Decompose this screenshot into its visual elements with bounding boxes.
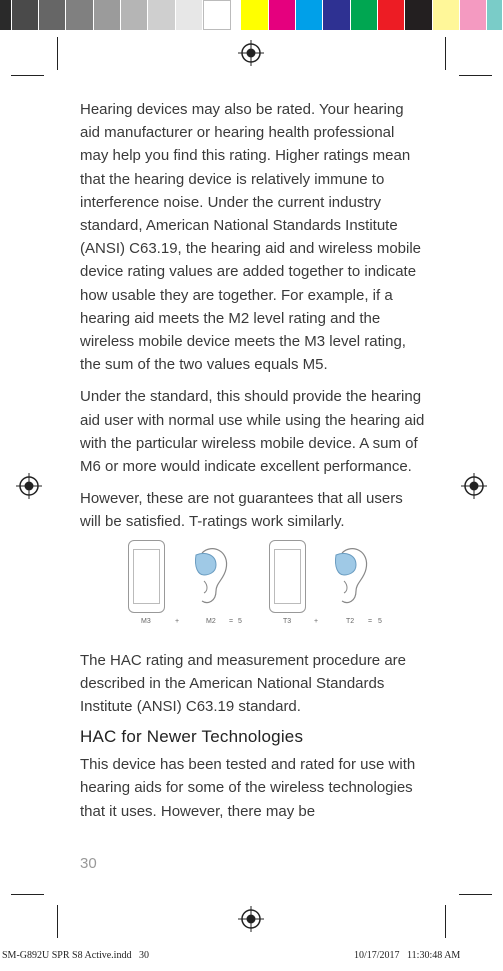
crop-mark [57,37,58,70]
registration-mark-icon [461,473,487,499]
crop-mark [445,905,446,938]
paragraph: This device has been tested and rated for use with hearing aids for some of the wireless technologies that it uses. However, there may be [80,756,416,820]
crop-mark [459,894,492,895]
gray-swatch [176,0,203,30]
section-heading: HAC for Newer Technologies [80,727,304,747]
blue-swatch [323,0,350,30]
figure-label-plus: + [314,617,319,625]
light-yellow-swatch [433,0,460,30]
gray-swatch [39,0,66,30]
ear-with-hearing-aid-icon [190,545,230,607]
page-content [80,98,425,832]
black-swatch [405,0,432,30]
magenta-swatch [269,0,296,30]
indd-file-slug: SM-G892U SPR S8 Active.indd 30 [2,950,149,961]
gray-swatch [66,0,93,30]
crop-mark [11,75,44,76]
ear-with-hearing-aid-icon [330,545,370,607]
figure-label-t3: T3 [283,617,292,625]
crop-mark [459,75,492,76]
registration-mark-icon [16,473,42,499]
red-swatch [378,0,405,30]
indd-timestamp: 10/17/2017 11:30:48 AM [354,950,461,961]
green-swatch [351,0,378,30]
phone-icon [128,540,165,613]
registration-mark-icon [238,906,264,932]
figure-label-m3: M3 [141,617,151,625]
figure-label-equals: = [229,617,234,625]
pink-swatch [460,0,487,30]
gray-swatch [121,0,148,30]
registration-mark-icon [238,40,264,66]
spacer [231,0,242,30]
hac-rating-illustration [80,538,425,633]
figure-label-sum: 5 [238,617,242,625]
white-swatch [203,0,230,30]
crop-mark [445,37,446,70]
printer-color-bar [0,0,503,30]
page-number: 30 [80,855,97,872]
crop-mark [11,894,44,895]
figure-label-t2: T2 [346,617,355,625]
crop-mark [57,905,58,938]
figure-label-plus: + [175,617,180,625]
gray-swatch [148,0,175,30]
paragraph: The HAC rating and measurement procedure are described in the American National Standards Institute (ANSI) C63.19 standard. [80,651,407,716]
teal-swatch [487,0,503,30]
figure-label-sum: 5 [378,617,382,625]
yellow-swatch [241,0,268,30]
cyan-swatch [296,0,323,30]
paragraph: Hearing devices may also be rated. Your hearing aid manufacturer or hearing health professional may help you find this rating. Higher ratings mean that the hearing device is relatively immune to interference noise. Under the current industry standard, American National Standards Institute (ANSI) C63.19, the hearing aid and wireless mobile device rating values are added together to indicate how usable they are together. For example, if a hearing aid meets the M2 level rating and the wireless mobile device meets the M3 level rating, the sum of the two values equals M5. [80,101,422,374]
gray-swatch [94,0,121,30]
phone-icon [269,540,306,613]
paragraph: Under the standard, this should provide the hearing aid user with normal use while using the hearing aid with the particular wireless mobile device. A sum of M6 or more would indicate excellent performance. [80,388,425,476]
figure-label-equals: = [368,617,373,625]
figure-label-m2: M2 [206,617,216,625]
gray-swatch [12,0,39,30]
gray-swatch [0,0,12,30]
paragraph: However, these are not guarantees that all users will be satisfied. T-ratings work similarly. [80,490,403,531]
